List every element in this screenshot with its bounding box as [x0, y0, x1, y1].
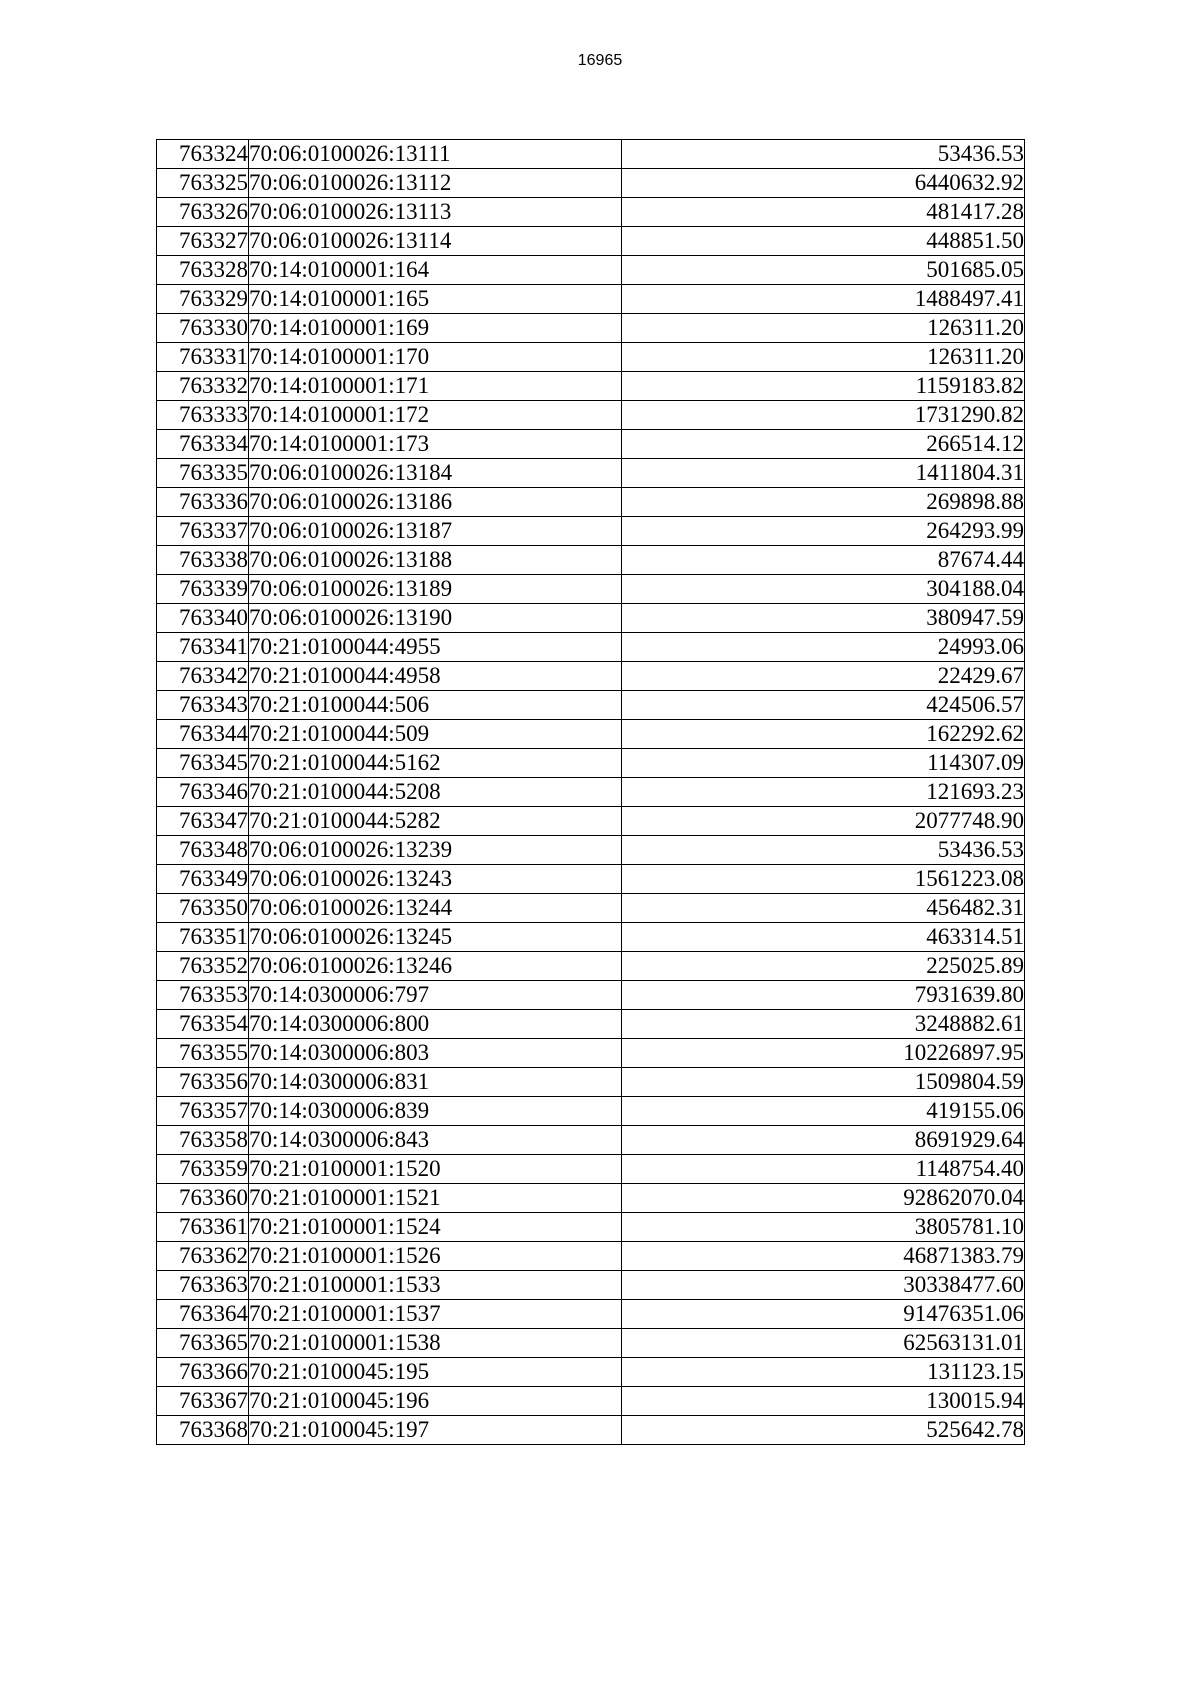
record-number-cell: 763327 [157, 227, 249, 256]
cadastral-value-cell: 162292.62 [622, 720, 1025, 749]
table-row [157, 807, 1025, 836]
cadastral-value-cell: 525642.78 [622, 1416, 1025, 1445]
cadastral-number-cell: 70:06:0100026:13188 [249, 546, 622, 575]
table-row [157, 314, 1025, 343]
cadastral-value-cell: 2077748.90 [622, 807, 1025, 836]
cadastral-number-cell: 70:21:0100045:195 [249, 1358, 622, 1387]
table-row [157, 517, 1025, 546]
table-row [157, 1387, 1025, 1416]
cadastral-number-cell: 70:21:0100001:1521 [249, 1184, 622, 1213]
cadastral-value-cell: 53436.53 [622, 140, 1025, 169]
cadastral-number-cell: 70:06:0100026:13113 [249, 198, 622, 227]
record-number-cell: 763345 [157, 749, 249, 778]
record-number-cell: 763367 [157, 1387, 249, 1416]
table-row [157, 1126, 1025, 1155]
table-row [157, 459, 1025, 488]
cadastral-number-cell: 70:21:0100044:509 [249, 720, 622, 749]
cadastral-value-cell: 269898.88 [622, 488, 1025, 517]
cadastral-number-cell: 70:06:0100026:13189 [249, 575, 622, 604]
table-row [157, 633, 1025, 662]
table-row [157, 1300, 1025, 1329]
record-number-cell: 763336 [157, 488, 249, 517]
cadastral-number-cell: 70:21:0100001:1524 [249, 1213, 622, 1242]
record-number-cell: 763326 [157, 198, 249, 227]
record-number-cell: 763333 [157, 401, 249, 430]
cadastral-value-cell: 463314.51 [622, 923, 1025, 952]
table-row [157, 372, 1025, 401]
table-row [157, 1097, 1025, 1126]
cadastral-number-cell: 70:21:0100045:197 [249, 1416, 622, 1445]
record-number-cell: 763342 [157, 662, 249, 691]
record-number-cell: 763332 [157, 372, 249, 401]
record-number-cell: 763356 [157, 1068, 249, 1097]
cadastral-number-cell: 70:21:0100001:1533 [249, 1271, 622, 1300]
cadastral-value-cell: 121693.23 [622, 778, 1025, 807]
cadastral-number-cell: 70:14:0300006:800 [249, 1010, 622, 1039]
table-row [157, 227, 1025, 256]
table-row [157, 865, 1025, 894]
cadastral-number-cell: 70:14:0100001:171 [249, 372, 622, 401]
record-number-cell: 763360 [157, 1184, 249, 1213]
table-row [157, 981, 1025, 1010]
cadastral-number-cell: 70:06:0100026:13184 [249, 459, 622, 488]
cadastral-value-cell: 114307.09 [622, 749, 1025, 778]
cadastral-value-cell: 7931639.80 [622, 981, 1025, 1010]
table-row [157, 140, 1025, 169]
cadastral-value-cell: 1509804.59 [622, 1068, 1025, 1097]
record-number-cell: 763335 [157, 459, 249, 488]
cadastral-value-cell: 92862070.04 [622, 1184, 1025, 1213]
cadastral-number-cell: 70:14:0300006:831 [249, 1068, 622, 1097]
table-row [157, 923, 1025, 952]
cadastral-value-cell: 456482.31 [622, 894, 1025, 923]
cadastral-value-cell: 1411804.31 [622, 459, 1025, 488]
record-number-cell: 763339 [157, 575, 249, 604]
cadastral-value-cell: 22429.67 [622, 662, 1025, 691]
cadastral-value-cell: 1488497.41 [622, 285, 1025, 314]
cadastral-number-cell: 70:06:0100026:13186 [249, 488, 622, 517]
record-number-cell: 763351 [157, 923, 249, 952]
table-row [157, 1242, 1025, 1271]
record-number-cell: 763358 [157, 1126, 249, 1155]
record-number-cell: 763331 [157, 343, 249, 372]
table-row [157, 256, 1025, 285]
table-row [157, 1184, 1025, 1213]
table-row [157, 691, 1025, 720]
cadastral-number-cell: 70:14:0100001:164 [249, 256, 622, 285]
cadastral-value-cell: 24993.06 [622, 633, 1025, 662]
cadastral-number-cell: 70:06:0100026:13187 [249, 517, 622, 546]
cadastral-number-cell: 70:14:0300006:839 [249, 1097, 622, 1126]
cadastral-number-cell: 70:21:0100044:506 [249, 691, 622, 720]
table-row [157, 1039, 1025, 1068]
record-number-cell: 763346 [157, 778, 249, 807]
cadastral-number-cell: 70:06:0100026:13245 [249, 923, 622, 952]
record-number-cell: 763329 [157, 285, 249, 314]
cadastral-value-cell: 62563131.01 [622, 1329, 1025, 1358]
table-row [157, 488, 1025, 517]
record-number-cell: 763363 [157, 1271, 249, 1300]
cadastral-number-cell: 70:21:0100044:4958 [249, 662, 622, 691]
record-number-cell: 763357 [157, 1097, 249, 1126]
table-row [157, 778, 1025, 807]
table-row [157, 1358, 1025, 1387]
table-row [157, 546, 1025, 575]
record-number-cell: 763344 [157, 720, 249, 749]
cadastral-value-cell: 126311.20 [622, 314, 1025, 343]
cadastral-value-cell: 1731290.82 [622, 401, 1025, 430]
table-row [157, 720, 1025, 749]
cadastral-value-cell: 266514.12 [622, 430, 1025, 459]
cadastral-number-cell: 70:14:0300006:797 [249, 981, 622, 1010]
cadastral-value-cell: 1561223.08 [622, 865, 1025, 894]
cadastral-number-cell: 70:14:0100001:165 [249, 285, 622, 314]
cadastral-number-cell: 70:06:0100026:13239 [249, 836, 622, 865]
record-number-cell: 763330 [157, 314, 249, 343]
table-row [157, 894, 1025, 923]
record-number-cell: 763343 [157, 691, 249, 720]
cadastral-number-cell: 70:06:0100026:13111 [249, 140, 622, 169]
record-number-cell: 763365 [157, 1329, 249, 1358]
record-number-cell: 763337 [157, 517, 249, 546]
cadastral-value-cell: 6440632.92 [622, 169, 1025, 198]
table-row [157, 1213, 1025, 1242]
record-number-cell: 763359 [157, 1155, 249, 1184]
table-row [157, 952, 1025, 981]
record-number-cell: 763349 [157, 865, 249, 894]
record-number-cell: 763355 [157, 1039, 249, 1068]
cadastral-number-cell: 70:06:0100026:13190 [249, 604, 622, 633]
table-row [157, 343, 1025, 372]
cadastral-value-cell: 380947.59 [622, 604, 1025, 633]
cadastral-value-cell: 3248882.61 [622, 1010, 1025, 1039]
table-row [157, 401, 1025, 430]
table-row [157, 1068, 1025, 1097]
cadastral-number-cell: 70:21:0100044:5162 [249, 749, 622, 778]
cadastral-number-cell: 70:21:0100045:196 [249, 1387, 622, 1416]
cadastral-value-cell: 419155.06 [622, 1097, 1025, 1126]
cadastral-value-cell: 53436.53 [622, 836, 1025, 865]
cadastral-number-cell: 70:21:0100001:1537 [249, 1300, 622, 1329]
cadastral-value-cell: 1148754.40 [622, 1155, 1025, 1184]
record-number-cell: 763350 [157, 894, 249, 923]
cadastral-value-cell: 1159183.82 [622, 372, 1025, 401]
cadastral-value-cell: 424506.57 [622, 691, 1025, 720]
table-row [157, 575, 1025, 604]
table-row [157, 836, 1025, 865]
record-number-cell: 763348 [157, 836, 249, 865]
record-number-cell: 763366 [157, 1358, 249, 1387]
cadastral-value-cell: 91476351.06 [622, 1300, 1025, 1329]
cadastral-value-cell: 481417.28 [622, 198, 1025, 227]
cadastral-number-cell: 70:14:0300006:843 [249, 1126, 622, 1155]
cadastral-value-cell: 126311.20 [622, 343, 1025, 372]
cadastral-value-cell: 46871383.79 [622, 1242, 1025, 1271]
table-row [157, 604, 1025, 633]
table-row [157, 1329, 1025, 1358]
table-row [157, 285, 1025, 314]
cadastral-number-cell: 70:14:0100001:173 [249, 430, 622, 459]
cadastral-value-cell: 87674.44 [622, 546, 1025, 575]
table-row [157, 662, 1025, 691]
cadastral-number-cell: 70:21:0100044:5208 [249, 778, 622, 807]
record-number-cell: 763352 [157, 952, 249, 981]
cadastral-value-cell: 30338477.60 [622, 1271, 1025, 1300]
record-number-cell: 763347 [157, 807, 249, 836]
record-number-cell: 763338 [157, 546, 249, 575]
cadastral-value-cell: 501685.05 [622, 256, 1025, 285]
cadastral-value-cell: 264293.99 [622, 517, 1025, 546]
record-number-cell: 763328 [157, 256, 249, 285]
cadastral-number-cell: 70:21:0100044:5282 [249, 807, 622, 836]
cadastral-value-cell: 130015.94 [622, 1387, 1025, 1416]
table-row [157, 198, 1025, 227]
cadastral-value-cell: 304188.04 [622, 575, 1025, 604]
record-number-cell: 763325 [157, 169, 249, 198]
page-number: 16965 [577, 52, 623, 69]
record-number-cell: 763368 [157, 1416, 249, 1445]
table-row [157, 430, 1025, 459]
cadastral-number-cell: 70:06:0100026:13114 [249, 227, 622, 256]
cadastral-value-cell: 131123.15 [622, 1358, 1025, 1387]
cadastral-number-cell: 70:21:0100001:1526 [249, 1242, 622, 1271]
cadastral-number-cell: 70:06:0100026:13244 [249, 894, 622, 923]
record-number-cell: 763364 [157, 1300, 249, 1329]
table-row [157, 749, 1025, 778]
record-number-cell: 763362 [157, 1242, 249, 1271]
record-number-cell: 763354 [157, 1010, 249, 1039]
record-number-cell: 763353 [157, 981, 249, 1010]
cadastral-value-cell: 8691929.64 [622, 1126, 1025, 1155]
cadastral-number-cell: 70:14:0300006:803 [249, 1039, 622, 1068]
cadastral-number-cell: 70:14:0100001:170 [249, 343, 622, 372]
table-row [157, 1155, 1025, 1184]
table-row [157, 1271, 1025, 1300]
record-number-cell: 763361 [157, 1213, 249, 1242]
cadastral-number-cell: 70:06:0100026:13246 [249, 952, 622, 981]
table-row [157, 1416, 1025, 1445]
record-number-cell: 763334 [157, 430, 249, 459]
cadastral-number-cell: 70:21:0100001:1520 [249, 1155, 622, 1184]
cadastral-number-cell: 70:06:0100026:13243 [249, 865, 622, 894]
record-number-cell: 763341 [157, 633, 249, 662]
cadastral-value-cell: 225025.89 [622, 952, 1025, 981]
table-body [157, 140, 1025, 1445]
cadastral-number-cell: 70:06:0100026:13112 [249, 169, 622, 198]
table-row [157, 169, 1025, 198]
cadastral-number-cell: 70:14:0100001:172 [249, 401, 622, 430]
cadastral-number-cell: 70:21:0100044:4955 [249, 633, 622, 662]
cadastral-value-cell: 448851.50 [622, 227, 1025, 256]
cadastral-number-cell: 70:14:0100001:169 [249, 314, 622, 343]
record-number-cell: 763340 [157, 604, 249, 633]
cadastral-number-cell: 70:21:0100001:1538 [249, 1329, 622, 1358]
cadastral-value-cell: 10226897.95 [622, 1039, 1025, 1068]
table-row [157, 1010, 1025, 1039]
cadastral-value-cell: 3805781.10 [622, 1213, 1025, 1242]
record-number-cell: 763324 [157, 140, 249, 169]
cadastral-value-table [156, 139, 1025, 1445]
